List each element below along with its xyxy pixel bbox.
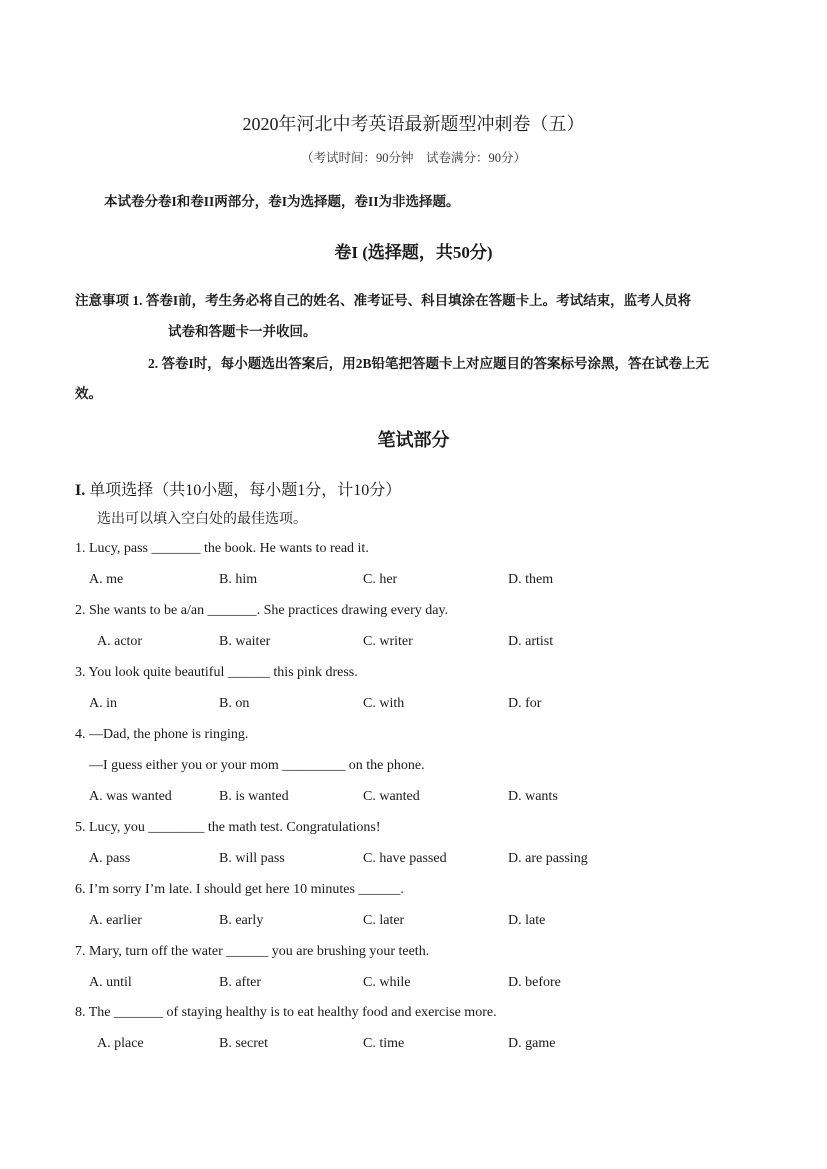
option-a: A. earlier: [89, 913, 142, 928]
option-d: D. for: [508, 696, 542, 711]
question-stem: 1. Lucy, pass _______ the book. He wants to read it.: [75, 541, 369, 556]
option-d: D. wants: [508, 789, 558, 804]
option-b: B. after: [219, 975, 261, 990]
option-d: D. artist: [508, 634, 554, 649]
notice-item-1: 注意事项 1. 答卷I前，考生务必将自己的姓名、准考证号、科目填涂在答题卡上。考试结束，监考人员将: [75, 293, 692, 308]
question-stem: 8. The _______ of staying healthy is to eat healthy food and exercise more.: [75, 1005, 497, 1020]
option-b: B. secret: [219, 1036, 268, 1051]
question-stem: 2. She wants to be a/an _______. She practices drawing every day.: [75, 603, 449, 618]
option-d: D. game: [508, 1036, 556, 1051]
option-b: B. will pass: [219, 851, 285, 866]
question-stem: 7. Mary, turn off the water ______ you are brushing your teeth.: [75, 944, 430, 959]
exam-intro: 本试卷分卷I和卷II两部分，卷I为选择题，卷II为非选择题。: [104, 194, 460, 209]
notice-item-2-cont: 效。: [75, 386, 102, 401]
option-a: A. pass: [89, 851, 131, 866]
question-stem: 3. You look quite beautiful ______ this pink dress.: [75, 665, 358, 680]
part1-title: 卷I (选择题，共50分): [334, 243, 493, 262]
option-a: A. until: [89, 975, 132, 990]
page-title: 2020年河北中考英语最新题型冲刺卷（五）: [242, 114, 585, 134]
group-detail: （共10小题，每小题1分，计10分）: [153, 482, 402, 499]
option-d: D. late: [508, 913, 546, 928]
option-b: B. waiter: [219, 634, 271, 649]
option-c: C. later: [363, 913, 405, 928]
notice-item-2: 2. 答卷I时，每小题选出答案后，用2B铅笔把答题卡上对应题目的答案标号涂黑，答在试卷上无: [148, 356, 710, 371]
option-a: A. was wanted: [89, 789, 172, 804]
option-a: A. actor: [97, 634, 143, 649]
option-b: B. early: [219, 913, 264, 928]
option-c: C. have passed: [363, 851, 447, 866]
question-stem-line2: —I guess either you or your mom _________ on the phone.: [89, 758, 425, 773]
notice-item-1-cont: 试卷和答题卡一并收回。: [168, 324, 317, 339]
group-instruction: 选出可以填入空白处的最佳选项。: [97, 512, 307, 527]
question-stem: 5. Lucy, you ________ the math test. Congratulations!: [75, 820, 381, 835]
option-c: C. her: [363, 572, 398, 587]
option-d: D. are passing: [508, 851, 588, 866]
option-a: A. me: [89, 572, 124, 587]
option-b: B. on: [219, 696, 250, 711]
option-a: A. in: [89, 696, 117, 711]
question-stem: 4. —Dad, the phone is ringing.: [75, 727, 249, 742]
option-b: B. him: [219, 572, 258, 587]
option-c: C. writer: [363, 634, 413, 649]
option-d: D. before: [508, 975, 561, 990]
question-group-heading: [75, 477, 401, 500]
group-name: 单项选择: [89, 482, 154, 499]
group-number: I.: [75, 482, 86, 499]
option-c: C. wanted: [363, 789, 420, 804]
section-title: 笔试部分: [377, 430, 450, 450]
option-b: B. is wanted: [219, 789, 289, 804]
option-c: C. time: [363, 1036, 405, 1051]
exam-info: （考试时间：90分钟 试卷满分：90分）: [300, 151, 526, 165]
option-a: A. place: [97, 1036, 144, 1051]
option-c: C. with: [363, 696, 405, 711]
question-stem: 6. I’m sorry I’m late. I should get here 10 minutes ______.: [75, 882, 404, 897]
option-d: D. them: [508, 572, 554, 587]
option-c: C. while: [363, 975, 411, 990]
